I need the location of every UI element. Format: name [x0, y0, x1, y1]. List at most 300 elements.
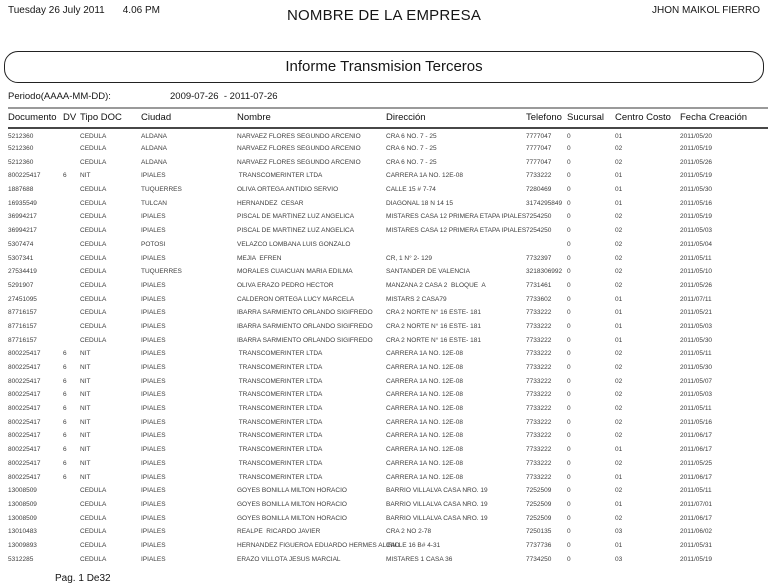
table-row — [8, 388, 768, 402]
cell-documento: 800225417 — [8, 172, 41, 180]
cell-documento: 87716157 — [8, 322, 37, 330]
table-row — [8, 484, 768, 498]
cell-ciudad: ALDANA — [141, 132, 168, 140]
cell-direccion: CARRERA 1A NO. 12E-08 — [386, 172, 463, 180]
cell-tipo-doc: CEDULA — [80, 514, 107, 522]
report-title: Informe Transmision Terceros — [285, 58, 483, 75]
cell-dv — [63, 183, 80, 197]
table-row — [8, 525, 768, 539]
cell-fecha-creacion: 2011/05/30 — [680, 336, 713, 344]
table-row — [8, 279, 768, 293]
cell-sucursal: 0 — [567, 295, 571, 303]
cell-centro-costo: 01 — [615, 446, 623, 454]
cell-ciudad: IPIALES — [141, 336, 166, 344]
cell-documento: 13009893 — [8, 541, 37, 549]
cell-ciudad: IPIALES — [141, 459, 166, 467]
cell-telefono: 7254250 — [526, 227, 552, 235]
cell-direccion: CARRERA 1A NO. 12E-08 — [386, 377, 463, 385]
cell-sucursal: 0 — [567, 322, 571, 330]
column-header-dv: DV — [63, 108, 80, 128]
period-label: Periodo(AAAA-MM-DD): — [8, 91, 111, 102]
cell-dv: 6 — [63, 459, 67, 467]
cell-ciudad: IPIALES — [141, 350, 166, 358]
cell-ciudad: IPIALES — [141, 391, 166, 399]
cell-sucursal: 0 — [567, 514, 571, 522]
page-header — [0, 0, 768, 24]
cell-telefono: 7731461 — [526, 281, 552, 289]
column-header-nombre: Nombre — [237, 108, 386, 128]
company-name: NOMBRE DE LA EMPRESA — [286, 7, 482, 24]
cell-fecha-creacion: 2011/05/03 — [680, 391, 713, 399]
cell-direccion: MISTARES CASA 12 PRIMERA ETAPA IPIALES — [386, 227, 527, 235]
cell-tipo-doc: CEDULA — [80, 322, 107, 330]
cell-nombre: TRANSCOMERINTER LTDA — [237, 377, 323, 385]
cell-nombre: GOYES BONILLA MILTON HORACIO — [237, 487, 347, 495]
cell-centro-costo: 03 — [615, 528, 623, 536]
cell-documento: 800225417 — [8, 432, 41, 440]
cell-direccion: CRA 2 NORTE N° 16 ESTE- 181 — [386, 322, 481, 330]
cell-ciudad: IPIALES — [141, 528, 166, 536]
cell-direccion: CARRERA 1A NO. 12E-08 — [386, 405, 463, 413]
cell-dv — [63, 320, 80, 334]
column-header-ciudad: Ciudad — [141, 108, 237, 128]
cell-dv — [63, 196, 80, 210]
cell-nombre: PISCAL DE MARTINEZ LUZ ANGELICA — [237, 227, 355, 235]
cell-fecha-creacion: 2011/05/03 — [680, 322, 713, 330]
cell-dv — [63, 265, 80, 279]
column-header-direccion: Dirección — [386, 108, 526, 128]
cell-sucursal: 0 — [567, 240, 571, 248]
cell-nombre: TRANSCOMERINTER LTDA — [237, 364, 323, 372]
cell-nombre: TRANSCOMERINTER LTDA — [237, 459, 323, 467]
cell-telefono: 7733222 — [526, 446, 552, 454]
cell-sucursal: 0 — [567, 186, 571, 194]
cell-documento: 87716157 — [8, 336, 37, 344]
cell-documento: 800225417 — [8, 418, 41, 426]
cell-sucursal: 0 — [567, 172, 571, 180]
cell-sucursal: 0 — [567, 158, 571, 166]
cell-sucursal: 0 — [567, 473, 571, 481]
cell-telefono: 7733222 — [526, 322, 552, 330]
cell-ciudad: IPIALES — [141, 432, 166, 440]
cell-dv — [63, 224, 80, 238]
cell-fecha-creacion: 2011/05/16 — [680, 418, 713, 426]
cell-tipo-doc: NIT — [80, 364, 91, 372]
cell-direccion: CRA 2 NORTE N° 16 ESTE- 181 — [386, 336, 481, 344]
cell-direccion: CARRERA 1A NO. 12E-08 — [386, 446, 463, 454]
cell-direccion: MISTARES CASA 12 PRIMERA ETAPA IPIALES — [386, 213, 527, 221]
table-header-row — [8, 108, 768, 128]
cell-tipo-doc: CEDULA — [80, 528, 107, 536]
table-row — [8, 210, 768, 224]
cell-telefono: 7733222 — [526, 350, 552, 358]
cell-fecha-creacion: 2011/05/10 — [680, 268, 713, 276]
cell-direccion: CRA 2 NORTE N° 16 ESTE- 181 — [386, 309, 481, 317]
cell-documento: 5212360 — [8, 145, 34, 153]
cell-nombre: NARVAEZ FLORES SEGUNDO ARCENIO — [237, 132, 361, 140]
cell-dv: 6 — [63, 350, 67, 358]
cell-direccion: CALLE 15 # 7-74 — [386, 186, 436, 194]
cell-nombre: TRANSCOMERINTER LTDA — [237, 391, 323, 399]
cell-fecha-creacion: 2011/05/19 — [680, 172, 713, 180]
cell-centro-costo: 02 — [615, 227, 623, 235]
cell-direccion: CARRERA 1A NO. 12E-08 — [386, 473, 463, 481]
cell-telefono: 7254250 — [526, 213, 552, 221]
cell-fecha-creacion: 2011/05/03 — [680, 227, 713, 235]
table-row — [8, 443, 768, 457]
cell-dv — [63, 552, 80, 566]
cell-centro-costo: 03 — [615, 555, 623, 563]
cell-tipo-doc: NIT — [80, 446, 91, 454]
cell-sucursal: 0 — [567, 418, 571, 426]
cell-documento: 800225417 — [8, 350, 41, 358]
cell-direccion: CARRERA 1A NO. 12E-08 — [386, 432, 463, 440]
cell-sucursal: 0 — [567, 555, 571, 563]
cell-sucursal: 0 — [567, 541, 571, 549]
cell-sucursal: 0 — [567, 281, 571, 289]
cell-documento: 87716157 — [8, 309, 37, 317]
cell-nombre: TRANSCOMERINTER LTDA — [237, 418, 323, 426]
cell-nombre: VELAZCO LOMBANA LUIS GONZALO — [237, 240, 351, 248]
cell-telefono: 7733222 — [526, 391, 552, 399]
cell-sucursal: 0 — [567, 377, 571, 385]
cell-sucursal: 0 — [567, 309, 571, 317]
cell-centro-costo: 02 — [615, 459, 623, 467]
table-row — [8, 128, 768, 142]
cell-nombre: ERAZO VILLOTA JESUS MARCIAL — [237, 555, 341, 563]
cell-direccion: BARRIO VILLALVA CASA NRO. 19 — [386, 500, 488, 508]
cell-dv — [63, 142, 80, 156]
cell-centro-costo: 02 — [615, 391, 623, 399]
cell-centro-costo: 02 — [615, 418, 623, 426]
cell-tipo-doc: CEDULA — [80, 281, 107, 289]
cell-ciudad: IPIALES — [141, 172, 166, 180]
period-value: 2009-07-26 - 2011-07-26 — [170, 91, 278, 102]
cell-centro-costo: 02 — [615, 487, 623, 495]
cell-nombre: CALDERON ORTEGA LUCY MARCELA — [237, 295, 355, 303]
cell-ciudad: POTOSI — [141, 240, 166, 248]
cell-centro-costo: 02 — [615, 158, 623, 166]
cell-nombre: TRANSCOMERINTER LTDA — [237, 432, 323, 440]
cell-ciudad: IPIALES — [141, 377, 166, 385]
cell-telefono: 7734250 — [526, 555, 552, 563]
cell-sucursal: 0 — [567, 391, 571, 399]
cell-ciudad: IPIALES — [141, 500, 166, 508]
cell-dv: 6 — [63, 473, 67, 481]
cell-ciudad: IPIALES — [141, 473, 166, 481]
table-row — [8, 552, 768, 566]
cell-centro-costo: 01 — [615, 199, 623, 207]
cell-nombre: PISCAL DE MARTINEZ LUZ ANGELICA — [237, 213, 355, 221]
cell-ciudad: IPIALES — [141, 446, 166, 454]
cell-centro-costo: 01 — [615, 336, 623, 344]
cell-ciudad: IPIALES — [141, 364, 166, 372]
cell-dv: 6 — [63, 418, 67, 426]
cell-nombre: REALPE RICARDO JAVIER — [237, 528, 321, 536]
cell-sucursal: 0 — [567, 336, 571, 344]
column-header-telefono: Telefono — [526, 108, 567, 128]
cell-tipo-doc: CEDULA — [80, 132, 107, 140]
cell-ciudad: IPIALES — [141, 514, 166, 522]
cell-centro-costo: 02 — [615, 254, 623, 262]
table-row — [8, 183, 768, 197]
cell-telefono: 7737736 — [526, 541, 552, 549]
cell-telefono: 7280469 — [526, 186, 552, 194]
cell-nombre: GOYES BONILLA MILTON HORACIO — [237, 514, 347, 522]
cell-tipo-doc: NIT — [80, 391, 91, 399]
cell-fecha-creacion: 2011/05/11 — [680, 487, 712, 495]
cell-tipo-doc: NIT — [80, 473, 91, 481]
cell-fecha-creacion: 2011/07/01 — [680, 500, 713, 508]
page-indicator: Pag. 1 De32 — [55, 573, 111, 584]
cell-centro-costo: 01 — [615, 473, 623, 481]
cell-dv — [63, 155, 80, 169]
report-datetime — [8, 5, 218, 16]
cell-sucursal: 0 — [567, 268, 571, 276]
cell-sucursal: 0 — [567, 132, 571, 140]
cell-dv: 6 — [63, 364, 67, 372]
cell-sucursal: 0 — [567, 432, 571, 440]
cell-telefono: 7733222 — [526, 459, 552, 467]
cell-documento: 27451095 — [8, 295, 37, 303]
cell-telefono — [526, 238, 567, 252]
cell-tipo-doc: CEDULA — [80, 487, 107, 495]
cell-dv — [63, 484, 80, 498]
cell-telefono: 7733602 — [526, 295, 552, 303]
cell-telefono: 7252509 — [526, 500, 552, 508]
cell-documento: 36994217 — [8, 227, 37, 235]
column-header-tipo-doc: Tipo DOC — [80, 108, 141, 128]
cell-telefono: 7250135 — [526, 528, 552, 536]
column-header-centro-costo: Centro Costo — [615, 108, 680, 128]
cell-sucursal: 0 — [567, 405, 571, 413]
cell-tipo-doc: CEDULA — [80, 254, 107, 262]
cell-dv — [63, 279, 80, 293]
cell-fecha-creacion: 2011/05/31 — [680, 541, 713, 549]
cell-dv — [63, 511, 80, 525]
cell-ciudad: TULCAN — [141, 199, 168, 207]
cell-fecha-creacion: 2011/05/19 — [680, 145, 713, 153]
cell-telefono: 3218306992 — [526, 268, 563, 276]
cell-sucursal: 0 — [567, 254, 571, 262]
cell-tipo-doc: NIT — [80, 459, 91, 467]
cell-nombre: NARVAEZ FLORES SEGUNDO ARCENIO — [237, 145, 361, 153]
cell-centro-costo: 02 — [615, 514, 623, 522]
cell-direccion: MANZANA 2 CASA 2 BLOQUE A — [386, 281, 486, 289]
cell-nombre: OLIVA ORTEGA ANTIDIO SERVIO — [237, 186, 339, 194]
cell-fecha-creacion: 2011/05/07 — [680, 377, 713, 385]
cell-telefono: 7777047 — [526, 158, 552, 166]
cell-centro-costo: 01 — [615, 172, 623, 180]
cell-fecha-creacion: 2011/06/17 — [680, 473, 713, 481]
cell-ciudad: IPIALES — [141, 555, 166, 563]
cell-fecha-creacion: 2011/05/19 — [680, 555, 713, 563]
table-row — [8, 374, 768, 388]
cell-nombre: IBARRA SARMIENTO ORLANDO SIGIFREDO — [237, 322, 373, 330]
cell-documento: 800225417 — [8, 364, 41, 372]
cell-dv: 6 — [63, 391, 67, 399]
cell-tipo-doc: NIT — [80, 172, 91, 180]
cell-telefono: 7777047 — [526, 145, 552, 153]
cell-centro-costo: 02 — [615, 432, 623, 440]
cell-sucursal: 0 — [567, 487, 571, 495]
table-row — [8, 347, 768, 361]
cell-direccion: MISTARS 2 CASA79 — [386, 295, 447, 303]
table-row — [8, 402, 768, 416]
cell-tipo-doc: CEDULA — [80, 500, 107, 508]
cell-documento: 800225417 — [8, 405, 41, 413]
cell-direccion: CR, 1 N° 2- 129 — [386, 254, 432, 262]
cell-sucursal: 0 — [567, 350, 571, 358]
cell-centro-costo: 02 — [615, 350, 623, 358]
cell-tipo-doc: CEDULA — [80, 158, 107, 166]
cell-dv — [63, 333, 80, 347]
cell-sucursal: 0 — [567, 213, 571, 221]
cell-fecha-creacion: 2011/05/25 — [680, 459, 713, 467]
cell-direccion: SANTANDER DE VALENCIA — [386, 268, 470, 276]
cell-telefono: 7252509 — [526, 514, 552, 522]
cell-dv — [63, 539, 80, 553]
cell-centro-costo: 02 — [615, 364, 623, 372]
cell-direccion: CARRERA 1A NO. 12E-08 — [386, 459, 463, 467]
cell-fecha-creacion: 2011/05/30 — [680, 186, 713, 194]
cell-ciudad: IPIALES — [141, 227, 166, 235]
cell-documento: 13008509 — [8, 514, 37, 522]
table-row — [8, 333, 768, 347]
table-row — [8, 457, 768, 471]
user-name: JHON MAIKOL FIERRO — [652, 5, 760, 16]
cell-nombre: HERNANDEZ FIGUEROA EDUARDO HERMES ALIRIO — [237, 541, 400, 549]
cell-dv: 6 — [63, 432, 67, 440]
cell-direccion: DIAGONAL 18 N 14 15 — [386, 199, 453, 207]
cell-tipo-doc: CEDULA — [80, 186, 107, 194]
cell-direccion: CARRERA 1A NO. 12E-08 — [386, 418, 463, 426]
cell-dv: 6 — [63, 377, 67, 385]
table-row — [8, 361, 768, 375]
cell-centro-costo: 02 — [615, 377, 623, 385]
cell-telefono: 7252509 — [526, 487, 552, 495]
cell-fecha-creacion: 2011/06/17 — [680, 446, 713, 454]
column-header-documento: Documento — [8, 108, 63, 128]
cell-centro-costo: 01 — [615, 541, 623, 549]
cell-nombre: GOYES BONILLA MILTON HORACIO — [237, 500, 347, 508]
cell-tipo-doc: CEDULA — [80, 199, 107, 207]
report-title-box — [4, 51, 764, 83]
cell-centro-costo: 02 — [615, 268, 623, 276]
cell-ciudad: ALDANA — [141, 158, 168, 166]
cell-direccion: MISTARES 1 CASA 36 — [386, 555, 453, 563]
cell-fecha-creacion: 2011/05/26 — [680, 158, 713, 166]
cell-documento: 13010483 — [8, 528, 37, 536]
cell-tipo-doc: CEDULA — [80, 555, 107, 563]
cell-nombre: NARVAEZ FLORES SEGUNDO ARCENIO — [237, 158, 361, 166]
table-row — [8, 415, 768, 429]
cell-centro-costo: 01 — [615, 322, 623, 330]
cell-dv — [63, 210, 80, 224]
table-row — [8, 265, 768, 279]
cell-telefono: 7777047 — [526, 132, 552, 140]
cell-fecha-creacion: 2011/05/11 — [680, 405, 712, 413]
cell-documento: 16935549 — [8, 199, 37, 207]
cell-tipo-doc: NIT — [80, 432, 91, 440]
cell-direccion: BARRIO VILLALVA CASA NRO. 19 — [386, 487, 488, 495]
cell-documento: 36994217 — [8, 213, 37, 221]
cell-documento: 800225417 — [8, 391, 41, 399]
column-header-sucursal: Sucursal — [567, 108, 615, 128]
report-time: 4.06 PM — [122, 5, 160, 16]
cell-telefono: 7733222 — [526, 172, 552, 180]
cell-ciudad: IPIALES — [141, 254, 166, 262]
cell-sucursal: 0 — [567, 145, 571, 153]
cell-nombre: TRANSCOMERINTER LTDA — [237, 350, 323, 358]
cell-tipo-doc: CEDULA — [80, 145, 107, 153]
cell-sucursal: 0 — [567, 446, 571, 454]
cell-sucursal: 0 — [567, 459, 571, 467]
cell-direccion: CARRERA 1A NO. 12E-08 — [386, 350, 463, 358]
cell-nombre: TRANSCOMERINTER LTDA — [237, 405, 323, 413]
cell-documento: 5212360 — [8, 158, 34, 166]
cell-fecha-creacion: 2011/06/17 — [680, 514, 713, 522]
cell-telefono: 7733222 — [526, 418, 552, 426]
cell-ciudad: IPIALES — [141, 418, 166, 426]
cell-sucursal: 0 — [567, 364, 571, 372]
cell-direccion: CRA 2 NO 2-78 — [386, 528, 432, 536]
table-row — [8, 155, 768, 169]
table-row — [8, 306, 768, 320]
cell-sucursal: 0 — [567, 500, 571, 508]
cell-telefono: 7733222 — [526, 364, 552, 372]
table-row — [8, 238, 768, 252]
cell-centro-costo: 02 — [615, 240, 623, 248]
cell-documento: 800225417 — [8, 473, 41, 481]
cell-fecha-creacion: 2011/07/11 — [680, 295, 712, 303]
cell-fecha-creacion: 2011/06/02 — [680, 528, 713, 536]
cell-fecha-creacion: 2011/05/04 — [680, 240, 713, 248]
cell-dv — [63, 128, 80, 142]
cell-ciudad: IPIALES — [141, 295, 166, 303]
cell-telefono: 7733222 — [526, 336, 552, 344]
cell-fecha-creacion: 2011/05/16 — [680, 199, 713, 207]
cell-dv: 6 — [63, 172, 67, 180]
cell-direccion: CALLE 16 B# 4-31 — [386, 541, 441, 549]
cell-ciudad: IPIALES — [141, 405, 166, 413]
table-row — [8, 429, 768, 443]
cell-documento: 5212360 — [8, 132, 34, 140]
cell-telefono: 7733222 — [526, 309, 552, 317]
column-header-fecha-creacion: Fecha Creación — [680, 108, 768, 128]
cell-telefono: 7733222 — [526, 473, 552, 481]
cell-nombre: HERNANDEZ CESAR — [237, 199, 304, 207]
table-row — [8, 292, 768, 306]
cell-telefono: 7733222 — [526, 432, 552, 440]
cell-centro-costo: 02 — [615, 145, 623, 153]
cell-documento: 13008509 — [8, 500, 37, 508]
cell-direccion: CRA 6 NO. 7 - 25 — [386, 132, 437, 140]
cell-nombre: OLIVA ERAZO PEDRO HECTOR — [237, 281, 334, 289]
cell-sucursal: 0 — [567, 528, 571, 536]
cell-dv — [63, 238, 80, 252]
cell-centro-costo: 01 — [615, 132, 623, 140]
cell-documento: 1887688 — [8, 186, 34, 194]
table-row — [8, 142, 768, 156]
cell-centro-costo: 01 — [615, 186, 623, 194]
table-row — [8, 470, 768, 484]
cell-tipo-doc: CEDULA — [80, 240, 107, 248]
cell-documento: 13008509 — [8, 487, 37, 495]
cell-centro-costo: 01 — [615, 500, 623, 508]
table-row — [8, 169, 768, 183]
cell-documento: 5307474 — [8, 240, 34, 248]
